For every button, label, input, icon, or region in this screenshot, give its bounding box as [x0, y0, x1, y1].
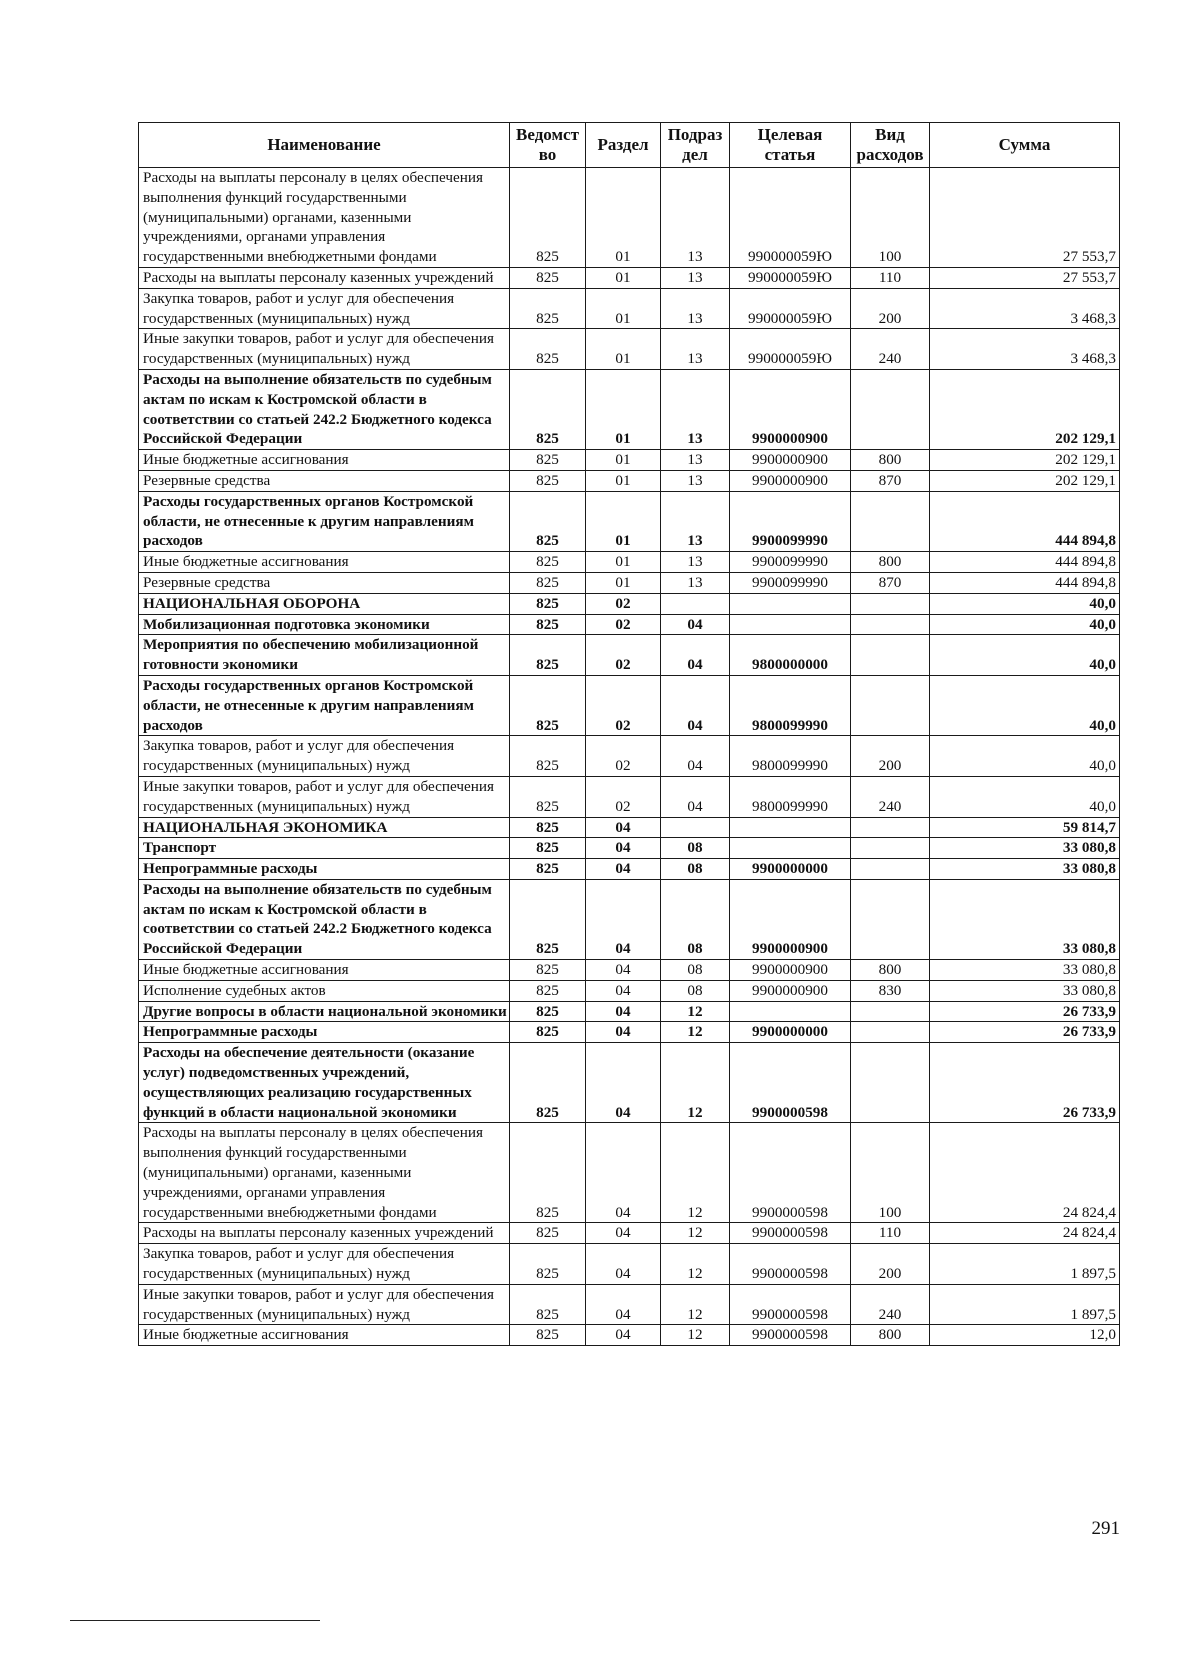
cell-subsection: 13: [661, 369, 730, 449]
cell-subsection: 08: [661, 859, 730, 880]
cell-dept: 825: [510, 1223, 586, 1244]
cell-target: 9900000900: [730, 470, 851, 491]
cell-dept: 825: [510, 879, 586, 959]
table-body: [139, 168, 1120, 1346]
cell-dept: 825: [510, 267, 586, 288]
cell-expense-type: 800: [851, 960, 930, 981]
cell-sum: 33 080,8: [930, 859, 1120, 880]
cell-sum: 202 129,1: [930, 369, 1120, 449]
cell-target: 9900000598: [730, 1223, 851, 1244]
table-row: [139, 817, 1120, 838]
table-row: [139, 1022, 1120, 1043]
cell-name: Мероприятия по обеспечению мобилизационной готовности экономики: [139, 635, 510, 676]
cell-subsection: 04: [661, 614, 730, 635]
cell-expense-type: [851, 859, 930, 880]
header-subsection-line1: Подраз: [667, 125, 723, 144]
cell-section: 01: [586, 450, 661, 471]
budget-table: [138, 122, 1120, 1346]
cell-subsection: 12: [661, 1223, 730, 1244]
cell-target: 990000059Ю: [730, 168, 851, 268]
cell-sum: 26 733,9: [930, 1022, 1120, 1043]
cell-name: Иные закупки товаров, работ и услуг для обеспечения государственных (муниципальных) нужд: [139, 1284, 510, 1325]
cell-dept: 825: [510, 288, 586, 329]
table-row: [139, 1284, 1120, 1325]
cell-target: 9900000900: [730, 369, 851, 449]
cell-expense-type: 870: [851, 470, 930, 491]
cell-section: 01: [586, 369, 661, 449]
header-target-line1: Целевая: [757, 125, 823, 144]
cell-sum: 40,0: [930, 675, 1120, 735]
header-target: [730, 123, 851, 168]
cell-sum: 444 894,8: [930, 491, 1120, 551]
cell-target: [730, 1001, 851, 1022]
cell-target: [730, 817, 851, 838]
cell-target: 9800099990: [730, 776, 851, 817]
header-target-line2: статья: [764, 145, 816, 164]
cell-expense-type: [851, 635, 930, 676]
cell-section: 04: [586, 980, 661, 1001]
table-row: [139, 1001, 1120, 1022]
cell-name: НАЦИОНАЛЬНАЯ ОБОРОНА: [139, 593, 510, 614]
cell-dept: 825: [510, 838, 586, 859]
cell-target: 9900000900: [730, 980, 851, 1001]
cell-dept: 825: [510, 1123, 586, 1223]
cell-expense-type: 870: [851, 572, 930, 593]
cell-dept: 825: [510, 960, 586, 981]
cell-section: 01: [586, 470, 661, 491]
cell-dept: 825: [510, 736, 586, 777]
cell-dept: 825: [510, 675, 586, 735]
footnote-divider: [70, 1620, 320, 1621]
cell-name: Непрограммные расходы: [139, 1022, 510, 1043]
cell-target: 9900099990: [730, 491, 851, 551]
cell-expense-type: 240: [851, 329, 930, 370]
cell-section: 02: [586, 635, 661, 676]
cell-dept: 825: [510, 980, 586, 1001]
cell-section: 04: [586, 1043, 661, 1123]
cell-section: 02: [586, 614, 661, 635]
cell-sum: 3 468,3: [930, 288, 1120, 329]
cell-target: [730, 593, 851, 614]
cell-name: Расходы на обеспечение деятельности (оказание услуг) подведомственных учреждений, осуществляющих реализацию государственных функций в области национальной экономики: [139, 1043, 510, 1123]
cell-expense-type: 200: [851, 736, 930, 777]
cell-subsection: 12: [661, 1001, 730, 1022]
cell-subsection: 13: [661, 552, 730, 573]
cell-dept: 825: [510, 1284, 586, 1325]
cell-target: 9900000598: [730, 1244, 851, 1285]
cell-target: 9900099990: [730, 552, 851, 573]
table-row: [139, 552, 1120, 573]
cell-section: 01: [586, 168, 661, 268]
cell-dept: 825: [510, 1244, 586, 1285]
cell-dept: 825: [510, 593, 586, 614]
table-row: [139, 1123, 1120, 1223]
header-expense-line1: Вид: [875, 125, 905, 144]
cell-expense-type: [851, 838, 930, 859]
cell-target: 9800099990: [730, 736, 851, 777]
header-name: Наименование: [139, 123, 510, 168]
cell-name: Закупка товаров, работ и услуг для обеспечения государственных (муниципальных) нужд: [139, 736, 510, 777]
cell-sum: 202 129,1: [930, 450, 1120, 471]
table-row: [139, 960, 1120, 981]
cell-name: Иные бюджетные ассигнования: [139, 1325, 510, 1346]
cell-sum: 444 894,8: [930, 552, 1120, 573]
cell-target: 9900000598: [730, 1123, 851, 1223]
cell-subsection: 12: [661, 1284, 730, 1325]
cell-subsection: 13: [661, 168, 730, 268]
cell-section: 02: [586, 593, 661, 614]
cell-name: Иные бюджетные ассигнования: [139, 960, 510, 981]
cell-target: 9800099990: [730, 675, 851, 735]
cell-expense-type: [851, 1043, 930, 1123]
table-row: [139, 675, 1120, 735]
cell-expense-type: 100: [851, 168, 930, 268]
cell-subsection: 04: [661, 736, 730, 777]
cell-subsection: [661, 817, 730, 838]
cell-subsection: 04: [661, 675, 730, 735]
table-row: [139, 859, 1120, 880]
cell-subsection: 08: [661, 960, 730, 981]
table-row: [139, 491, 1120, 551]
cell-dept: 825: [510, 817, 586, 838]
cell-subsection: 12: [661, 1022, 730, 1043]
table-row: [139, 614, 1120, 635]
table-row: [139, 470, 1120, 491]
cell-subsection: 08: [661, 838, 730, 859]
cell-subsection: 04: [661, 635, 730, 676]
header-dept-line1: Ведомст: [516, 125, 579, 144]
page-number: 291: [1091, 1518, 1120, 1539]
cell-sum: 3 468,3: [930, 329, 1120, 370]
cell-dept: 825: [510, 491, 586, 551]
table-row: [139, 1223, 1120, 1244]
cell-section: 01: [586, 491, 661, 551]
cell-subsection: 13: [661, 491, 730, 551]
cell-name: Закупка товаров, работ и услуг для обеспечения государственных (муниципальных) нужд: [139, 288, 510, 329]
header-sum: Сумма: [930, 123, 1120, 168]
cell-name: Транспорт: [139, 838, 510, 859]
table-row: [139, 1244, 1120, 1285]
cell-sum: 24 824,4: [930, 1223, 1120, 1244]
cell-dept: 825: [510, 1022, 586, 1043]
cell-expense-type: 800: [851, 1325, 930, 1346]
cell-section: 04: [586, 879, 661, 959]
cell-sum: 33 080,8: [930, 838, 1120, 859]
cell-section: 02: [586, 736, 661, 777]
cell-target: 9900000000: [730, 859, 851, 880]
cell-dept: 825: [510, 1001, 586, 1022]
cell-dept: 825: [510, 470, 586, 491]
cell-section: 02: [586, 675, 661, 735]
cell-sum: 1 897,5: [930, 1284, 1120, 1325]
table-row: [139, 329, 1120, 370]
header-dept: [510, 123, 586, 168]
table-header-row: [139, 123, 1120, 168]
cell-section: 04: [586, 1284, 661, 1325]
cell-target: 9900000900: [730, 450, 851, 471]
cell-sum: 40,0: [930, 593, 1120, 614]
cell-section: 01: [586, 329, 661, 370]
cell-sum: 33 080,8: [930, 879, 1120, 959]
cell-sum: 40,0: [930, 614, 1120, 635]
cell-section: 04: [586, 1223, 661, 1244]
cell-expense-type: [851, 675, 930, 735]
cell-sum: 27 553,7: [930, 168, 1120, 268]
cell-section: 01: [586, 267, 661, 288]
cell-dept: 825: [510, 572, 586, 593]
cell-section: 01: [586, 288, 661, 329]
cell-subsection: 12: [661, 1325, 730, 1346]
cell-section: 01: [586, 552, 661, 573]
cell-subsection: 12: [661, 1123, 730, 1223]
cell-section: 04: [586, 1123, 661, 1223]
cell-dept: 825: [510, 776, 586, 817]
cell-name: Расходы государственных органов Костромской области, не отнесенные к другим направлениям расходов: [139, 675, 510, 735]
header-expense-line2: расходов: [856, 145, 924, 164]
table-row: [139, 736, 1120, 777]
cell-subsection: 13: [661, 470, 730, 491]
cell-name: Другие вопросы в области национальной экономики: [139, 1001, 510, 1022]
cell-dept: 825: [510, 614, 586, 635]
cell-dept: 825: [510, 168, 586, 268]
cell-name: Исполнение судебных актов: [139, 980, 510, 1001]
header-section: Раздел: [586, 123, 661, 168]
cell-subsection: 12: [661, 1043, 730, 1123]
cell-dept: 825: [510, 859, 586, 880]
cell-section: 04: [586, 1244, 661, 1285]
cell-expense-type: [851, 491, 930, 551]
cell-sum: 1 897,5: [930, 1244, 1120, 1285]
cell-name: Расходы государственных органов Костромской области, не отнесенные к другим направлениям расходов: [139, 491, 510, 551]
cell-subsection: 12: [661, 1244, 730, 1285]
cell-expense-type: 200: [851, 1244, 930, 1285]
cell-name: Резервные средства: [139, 470, 510, 491]
cell-target: 9900000598: [730, 1325, 851, 1346]
cell-dept: 825: [510, 369, 586, 449]
cell-section: 04: [586, 817, 661, 838]
cell-sum: 202 129,1: [930, 470, 1120, 491]
table-row: [139, 776, 1120, 817]
cell-subsection: 08: [661, 879, 730, 959]
cell-section: 04: [586, 1001, 661, 1022]
cell-sum: 24 824,4: [930, 1123, 1120, 1223]
cell-name: Непрограммные расходы: [139, 859, 510, 880]
table-row: [139, 288, 1120, 329]
header-subsection-line2: дел: [682, 145, 708, 164]
cell-expense-type: [851, 369, 930, 449]
cell-target: 9900000900: [730, 960, 851, 981]
cell-section: 01: [586, 572, 661, 593]
cell-subsection: 04: [661, 776, 730, 817]
cell-target: 9900000598: [730, 1043, 851, 1123]
table-row: [139, 450, 1120, 471]
cell-sum: 40,0: [930, 776, 1120, 817]
cell-name: Расходы на выплаты персоналу казенных учреждений: [139, 1223, 510, 1244]
cell-subsection: [661, 593, 730, 614]
cell-name: Иные бюджетные ассигнования: [139, 552, 510, 573]
cell-sum: 12,0: [930, 1325, 1120, 1346]
cell-name: Резервные средства: [139, 572, 510, 593]
cell-target: 9900099990: [730, 572, 851, 593]
cell-subsection: 13: [661, 288, 730, 329]
table-row: [139, 635, 1120, 676]
cell-expense-type: 100: [851, 1123, 930, 1223]
cell-name: Иные закупки товаров, работ и услуг для обеспечения государственных (муниципальных) нужд: [139, 776, 510, 817]
cell-dept: 825: [510, 552, 586, 573]
cell-expense-type: 240: [851, 1284, 930, 1325]
cell-subsection: 13: [661, 572, 730, 593]
cell-sum: 33 080,8: [930, 980, 1120, 1001]
cell-sum: 40,0: [930, 635, 1120, 676]
cell-section: 04: [586, 960, 661, 981]
cell-target: 9900000000: [730, 1022, 851, 1043]
cell-expense-type: 200: [851, 288, 930, 329]
cell-expense-type: [851, 817, 930, 838]
table-row: [139, 879, 1120, 959]
cell-sum: 59 814,7: [930, 817, 1120, 838]
cell-expense-type: 240: [851, 776, 930, 817]
cell-target: 9900000598: [730, 1284, 851, 1325]
cell-target: 9800000000: [730, 635, 851, 676]
cell-sum: 40,0: [930, 736, 1120, 777]
table-row: [139, 572, 1120, 593]
cell-name: Иные бюджетные ассигнования: [139, 450, 510, 471]
cell-subsection: 08: [661, 980, 730, 1001]
cell-dept: 825: [510, 450, 586, 471]
cell-expense-type: 800: [851, 552, 930, 573]
cell-target: 990000059Ю: [730, 267, 851, 288]
cell-expense-type: 830: [851, 980, 930, 1001]
header-expense-type: [851, 123, 930, 168]
cell-target: [730, 614, 851, 635]
cell-expense-type: [851, 614, 930, 635]
cell-name: Расходы на выплаты персоналу казенных учреждений: [139, 267, 510, 288]
cell-sum: 26 733,9: [930, 1043, 1120, 1123]
cell-name: Расходы на выплаты персоналу в целях обеспечения выполнения функций государственными (муниципальными) органами, казенными учреждениями, органами управления государственными внебюджетными фондами: [139, 1123, 510, 1223]
cell-section: 04: [586, 1325, 661, 1346]
cell-section: 04: [586, 859, 661, 880]
cell-subsection: 13: [661, 450, 730, 471]
table-row: [139, 1043, 1120, 1123]
cell-expense-type: [851, 879, 930, 959]
cell-sum: 26 733,9: [930, 1001, 1120, 1022]
cell-target: [730, 838, 851, 859]
cell-expense-type: [851, 1001, 930, 1022]
header-subsection: [661, 123, 730, 168]
table-row: [139, 267, 1120, 288]
cell-name: Закупка товаров, работ и услуг для обеспечения государственных (муниципальных) нужд: [139, 1244, 510, 1285]
cell-dept: 825: [510, 329, 586, 370]
cell-section: 02: [586, 776, 661, 817]
cell-sum: 33 080,8: [930, 960, 1120, 981]
cell-name: НАЦИОНАЛЬНАЯ ЭКОНОМИКА: [139, 817, 510, 838]
table-row: [139, 980, 1120, 1001]
cell-name: Мобилизационная подготовка экономики: [139, 614, 510, 635]
cell-section: 04: [586, 1022, 661, 1043]
table-row: [139, 1325, 1120, 1346]
cell-name: Расходы на выполнение обязательств по судебным актам по искам к Костромской области в соответствии со статьей 242.2 Бюджетного кодекса Российской Федерации: [139, 369, 510, 449]
cell-dept: 825: [510, 1043, 586, 1123]
cell-expense-type: 110: [851, 267, 930, 288]
cell-expense-type: 800: [851, 450, 930, 471]
cell-sum: 27 553,7: [930, 267, 1120, 288]
cell-expense-type: [851, 593, 930, 614]
cell-target: 9900000900: [730, 879, 851, 959]
cell-sum: 444 894,8: [930, 572, 1120, 593]
cell-name: Расходы на выплаты персоналу в целях обеспечения выполнения функций государственными (муниципальными) органами, казенными учреждениями, органами управления государственными внебюджетными фондами: [139, 168, 510, 268]
cell-name: Иные закупки товаров, работ и услуг для обеспечения государственных (муниципальных) нужд: [139, 329, 510, 370]
table-row: [139, 168, 1120, 268]
cell-name: Расходы на выполнение обязательств по судебным актам по искам к Костромской области в соответствии со статьей 242.2 Бюджетного кодекса Российской Федерации: [139, 879, 510, 959]
cell-subsection: 13: [661, 267, 730, 288]
cell-target: 990000059Ю: [730, 288, 851, 329]
cell-expense-type: [851, 1022, 930, 1043]
table-row: [139, 369, 1120, 449]
cell-expense-type: 110: [851, 1223, 930, 1244]
cell-dept: 825: [510, 635, 586, 676]
cell-subsection: 13: [661, 329, 730, 370]
table-row: [139, 593, 1120, 614]
header-dept-line2: во: [538, 145, 557, 164]
cell-target: 990000059Ю: [730, 329, 851, 370]
table-row: [139, 838, 1120, 859]
cell-dept: 825: [510, 1325, 586, 1346]
cell-section: 04: [586, 838, 661, 859]
